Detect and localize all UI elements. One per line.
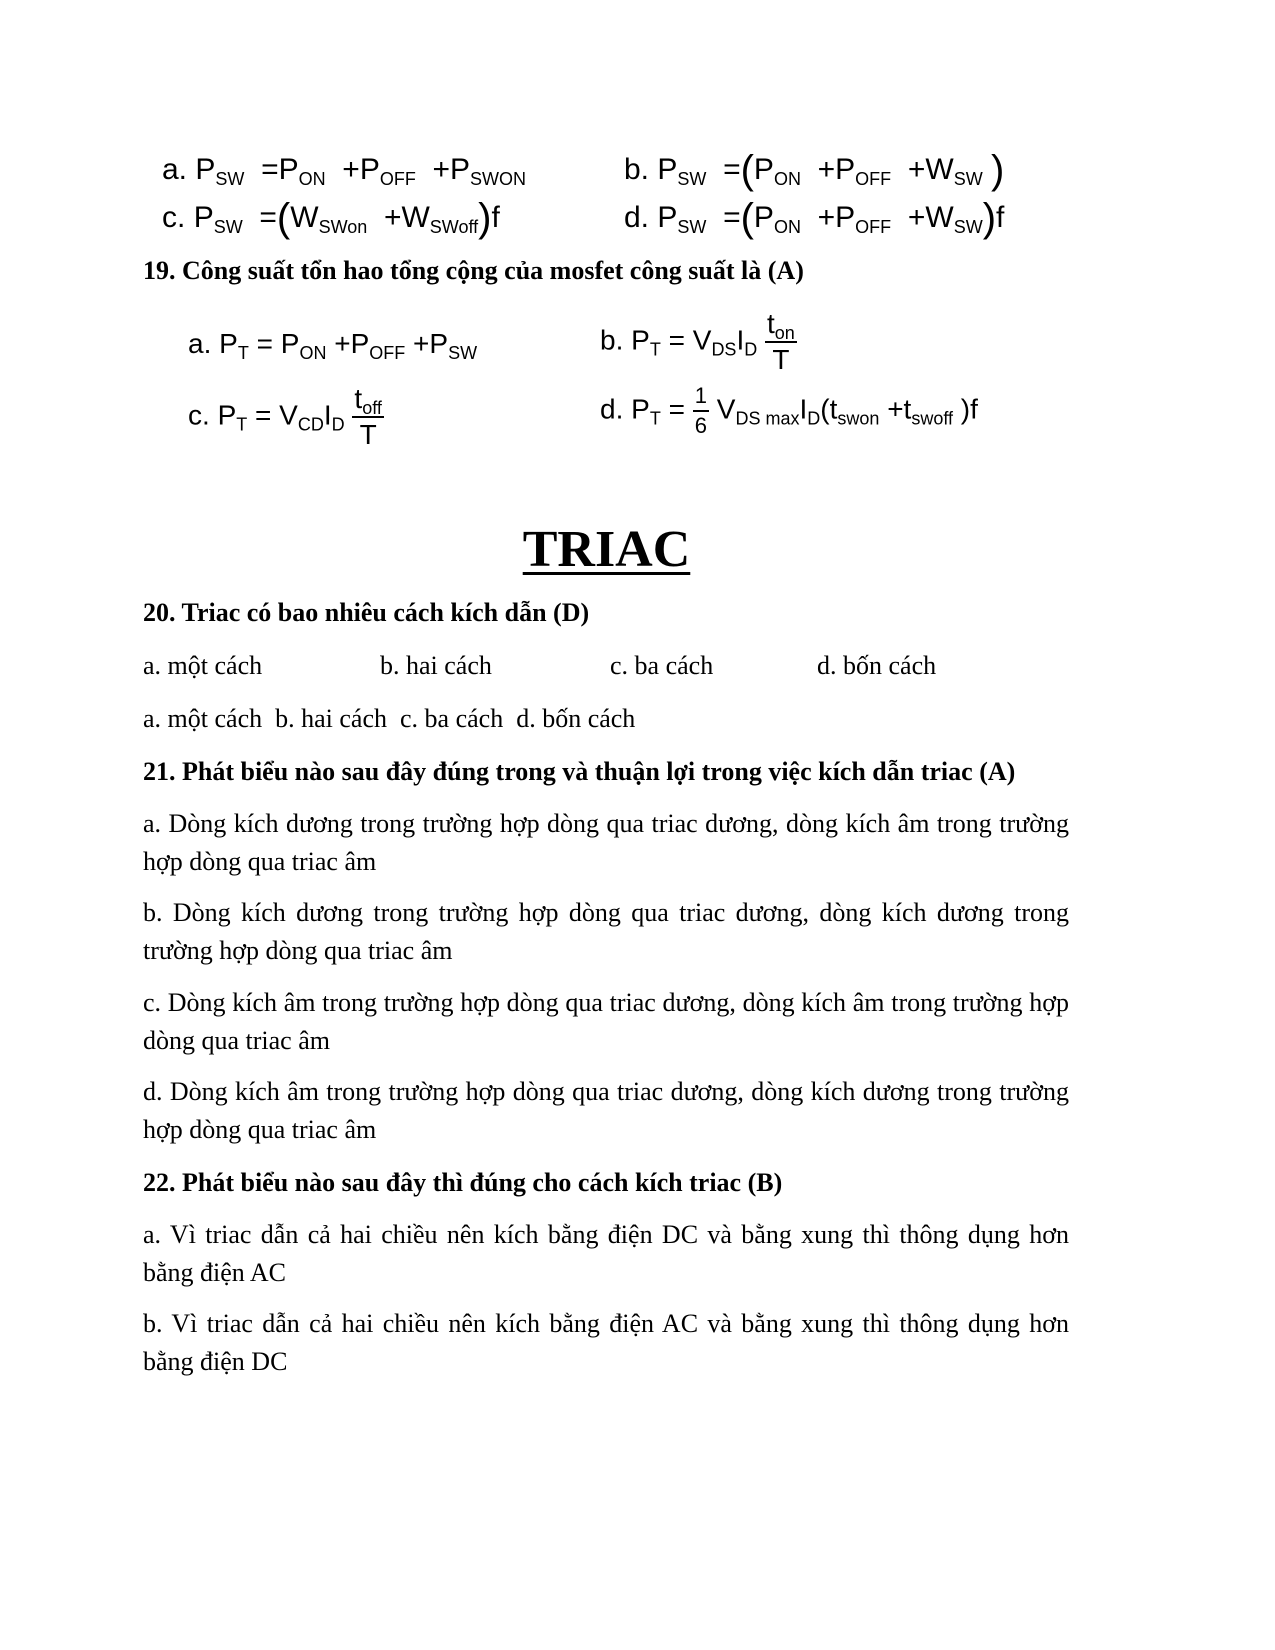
q18-option-a: a. $P_{SW} =P_{ON} +P_{OFF} +P_{SWON}$ [162, 153, 527, 189]
q19-d-fraction: $\frac{1}{6}$ [694, 383, 707, 438]
q19-option-a: a. $P_T = P_{ON} +P_{OFF} +P_{SW}$ [188, 328, 478, 363]
q20-option-d: d. bốn cách [817, 651, 937, 680]
q19-option-d: d. $P_T$ = $\frac{1}{6}$ $V_{DS max}I_D(t_{swon} +t_{swoff}$ )f [600, 383, 978, 438]
q19-option-b: b. $P_T = V_{DS}I_D$ $\frac{t_{on}}{T}$ [600, 308, 795, 375]
q21-option-c: c. Dòng kích âm trong trường hợp dòng qua triac dương, dòng kích âm trong trường hợp dòng qua triac âm [143, 988, 1069, 1055]
q20-option-c: c. ba cách [610, 651, 714, 680]
section-title: TRIAC [522, 521, 691, 578]
q18-option-b: b. $P_{SW} =(P_{ON} +P_{OFF} +W_{SW}$ ) [624, 148, 1005, 192]
question-20: 20. Triac có bao nhiêu cách kích dẫn (D) [143, 598, 590, 627]
question-21: 21. Phát biểu nào sau đây đúng trong và thuận lợi trong việc kích dẫn triac (A) [143, 757, 1016, 786]
q19-option-c: c. $P_T = V_{CD}I_D$ $\frac{t_{off}}{T}$ [188, 383, 382, 450]
q18-option-c: c. $P_{SW} =(W_{SWon} +W_{SWoff})f$ [162, 196, 500, 240]
q21-option-b: b. Dòng kích dương trong trường hợp dòng qua triac dương, dòng kích dương trong trường hợp dòng qua triac âm [143, 898, 1069, 965]
q19-b-fraction: $\frac{t_{on}}{T}$ [767, 308, 795, 375]
q20-option-a: a. một cách [143, 651, 263, 680]
q18-option-d: d. $P_{SW} =(P_{ON} +P_{OFF} +W_{SW})f$ [624, 196, 1005, 240]
q21-option-d: d. Dòng kích âm trong trường hợp dòng qua triac dương, dòng kích dương trong trường hợp dòng qua triac âm [143, 1077, 1069, 1144]
q22-option-b: b. Vì triac dẫn cả hai chiều nên kích bằng điện AC và bằng xung thì thông dụng hơn bằng điện DC [143, 1309, 1069, 1376]
q21-option-a: a. Dòng kích dương trong trường hợp dòng qua triac dương, dòng kích âm trong trường hợp dòng qua triac âm [143, 809, 1069, 876]
question-19: 19. Công suất tổn hao tổng cộng của mosfet công suất là (A) [143, 256, 804, 285]
q20-options-inline: a. một cách b. hai cách c. ba cách d. bốn cách [143, 704, 636, 733]
q20-option-b: b. hai cách [380, 651, 492, 680]
q22-option-a: a. Vì triac dẫn cả hai chiều nên kích bằng điện DC và bằng xung thì thông dụng hơn bằng điện AC [143, 1220, 1069, 1287]
q19-c-fraction: $\frac{t_{off}}{T}$ [354, 383, 382, 450]
question-22: 22. Phát biểu nào sau đây thì đúng cho cách kích triac (B) [143, 1168, 783, 1197]
